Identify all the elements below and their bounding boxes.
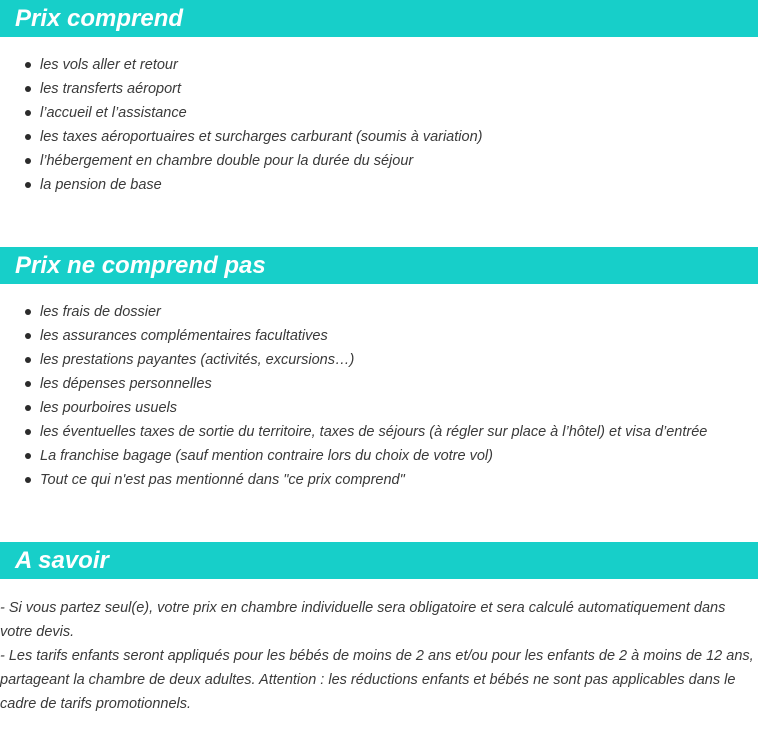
list-item (0, 348, 707, 372)
list-item-text: les prestations payantes (activités, excursions…) (40, 352, 355, 368)
included-section-title: Prix comprend (15, 5, 184, 32)
bullet-icon (25, 477, 31, 483)
list-item (0, 420, 707, 444)
list-item-text: l’hébergement en chambre double pour la durée du séjour (40, 153, 414, 169)
info-paragraph: - Si vous partez seul(e), votre prix en chambre individuelle sera obligatoire et sera calculé automatiquement dans votre devis. (0, 600, 726, 640)
list-item-text: les assurances complémentaires facultatives (40, 328, 328, 344)
list-item-text: l’accueil et l’assistance (40, 105, 187, 121)
bullet-icon (25, 86, 31, 92)
list-item-text: la pension de base (40, 177, 162, 193)
info-text-block (0, 596, 756, 716)
list-item-text: les pourboires usuels (40, 400, 178, 416)
list-item (0, 173, 482, 197)
list-item (0, 125, 482, 149)
bullet-icon (25, 158, 31, 164)
bullet-icon (25, 134, 31, 140)
list-item (0, 444, 707, 468)
included-section-header (0, 0, 758, 37)
info-section-title: A savoir (15, 547, 109, 574)
info-paragraph: - Les tarifs enfants seront appliqués pour les bébés de moins de 2 ans et/ou pour les enfants de 2 à moins de 12 ans, partageant la chambre de deux adultes. Attention : les réductions enfants et bébés ne sont pas applicables dans le cadre de tarifs promotionnels. (0, 648, 754, 712)
bullet-icon (25, 453, 31, 459)
list-item-text: les taxes aéroportuaires et surcharges carburant (soumis à variation) (40, 129, 483, 145)
bullet-icon (25, 381, 31, 387)
excluded-section-title: Prix ne comprend pas (15, 252, 266, 279)
list-item-text: les dépenses personnelles (40, 376, 212, 392)
list-item (0, 149, 482, 173)
list-item-text: les éventuelles taxes de sortie du territoire, taxes de séjours (à régler sur place à l’hôtel) et visa d’entrée (40, 424, 708, 440)
list-item-text: les frais de dossier (40, 304, 161, 320)
list-item-text: La franchise bagage (sauf mention contraire lors du choix de votre vol) (40, 448, 493, 464)
list-item (0, 372, 707, 396)
list-item (0, 324, 707, 348)
bullet-icon (25, 405, 31, 411)
list-item (0, 396, 707, 420)
bullet-icon (25, 357, 31, 363)
bullet-icon (25, 182, 31, 188)
info-section-header (0, 542, 758, 579)
list-item (0, 101, 482, 125)
included-list (0, 53, 482, 197)
bullet-icon (25, 333, 31, 339)
list-item (0, 300, 707, 324)
list-item-text: Tout ce qui n'est pas mentionné dans "ce prix comprend" (40, 472, 405, 488)
bullet-icon (25, 429, 31, 435)
list-item-text: les transferts aéroport (40, 81, 182, 97)
bullet-icon (25, 309, 31, 315)
list-item-text: les vols aller et retour (40, 57, 178, 73)
list-item (0, 53, 482, 77)
bullet-icon (25, 62, 31, 68)
list-item (0, 77, 482, 101)
bullet-icon (25, 110, 31, 116)
list-item (0, 468, 707, 492)
excluded-list (0, 300, 707, 492)
excluded-section-header (0, 247, 758, 284)
